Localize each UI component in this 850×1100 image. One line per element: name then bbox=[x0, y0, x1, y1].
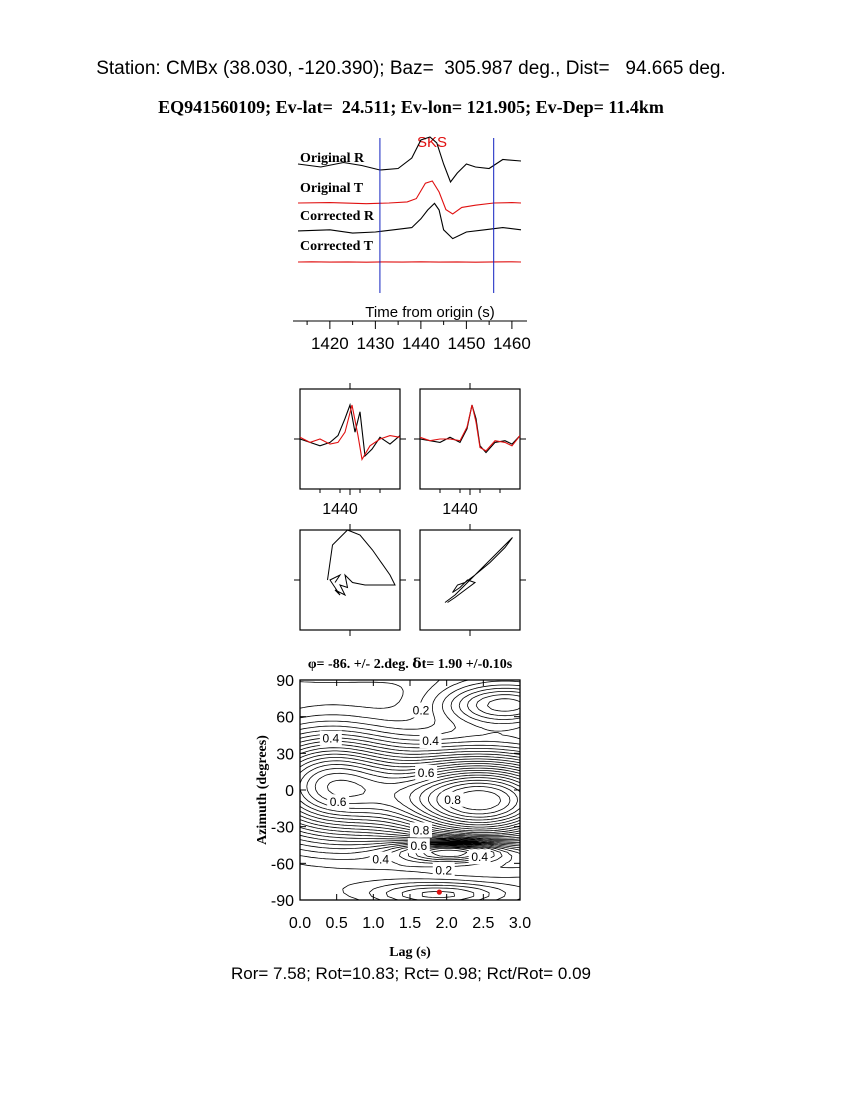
contour-value-label: 0.8 bbox=[412, 823, 430, 838]
trace-label-original-t: Original T bbox=[300, 181, 364, 196]
particle-motion-corrected bbox=[414, 524, 526, 636]
lag-tick-label: 2.0 bbox=[435, 915, 458, 932]
splitting-result-title bbox=[308, 656, 513, 672]
event-info: EQ941560109; Ev-lat= 24.511; Ev-lon= 121.905; Ev-Dep= 11.4km bbox=[158, 97, 664, 117]
waveform-tick-label: 1440 bbox=[442, 501, 478, 518]
contour-value-label: 0.8 bbox=[444, 792, 461, 807]
azimuth-tick-label: 0 bbox=[285, 783, 294, 800]
particle-motion-path bbox=[445, 538, 513, 603]
contour-value-label: 0.4 bbox=[372, 852, 390, 867]
lag-tick-label: 3.0 bbox=[508, 915, 532, 932]
waveform-tick-label: 1440 bbox=[322, 501, 358, 518]
time-tick-label: 1450 bbox=[447, 334, 486, 353]
particle-motion-path bbox=[328, 530, 396, 595]
lag-tick-label: 1.5 bbox=[398, 915, 422, 932]
time-axis-label: Time from origin (s) bbox=[365, 304, 495, 321]
azimuth-tick-label: -30 bbox=[270, 819, 294, 837]
energy-contour-plot bbox=[255, 656, 531, 960]
waveform-line-1 bbox=[300, 405, 400, 459]
azimuth-tick-label: 60 bbox=[276, 709, 294, 727]
lag-axis-label: Lag (s) bbox=[389, 945, 431, 960]
trace-label-original-r: Original R bbox=[300, 151, 365, 166]
seismogram-traces-plot bbox=[293, 134, 531, 353]
contour-value-label: 0.6 bbox=[417, 765, 435, 780]
lag-tick-label: 0.5 bbox=[325, 915, 348, 932]
station-info: Station: CMBx (38.030, -120.390); Baz= 305.987 deg., Dist= 94.665 deg. bbox=[96, 58, 726, 79]
contour-value-label: 0.6 bbox=[410, 839, 428, 854]
waveform-panel-corrected bbox=[414, 383, 526, 518]
contour-value-label: 0.2 bbox=[412, 703, 430, 718]
contour-value-label: 0.2 bbox=[435, 863, 453, 878]
azimuth-tick-label: -90 bbox=[270, 893, 294, 910]
azimuth-axis-label: Azimuth (degrees) bbox=[255, 735, 270, 845]
trace-label-corrected-t: Corrected T bbox=[300, 239, 373, 254]
title-delta-symbol: δ bbox=[412, 656, 422, 672]
trace-label-corrected-r: Corrected R bbox=[300, 209, 374, 224]
time-tick-label: 1460 bbox=[492, 334, 531, 353]
lag-tick-label: 2.5 bbox=[472, 915, 495, 932]
contour-value-label: 0.4 bbox=[322, 731, 340, 746]
lag-tick-label: 0.0 bbox=[288, 915, 312, 932]
contour-value-label: 0.4 bbox=[422, 734, 439, 749]
waveform-line-1 bbox=[420, 405, 520, 451]
waveform-panel-original bbox=[294, 383, 406, 518]
waveform-panel-frame bbox=[420, 389, 520, 489]
particle-motion-original bbox=[294, 524, 406, 636]
lag-tick-label: 1.0 bbox=[362, 915, 385, 932]
azimuth-tick-label: -60 bbox=[270, 856, 294, 874]
azimuth-tick-label: 30 bbox=[276, 746, 294, 764]
title-phi-part: φ= -86. +/- 2.deg. bbox=[307, 657, 413, 672]
sks-phase-label: SKS bbox=[416, 134, 448, 151]
time-tick-label: 1420 bbox=[310, 334, 349, 353]
best-fit-marker bbox=[437, 890, 442, 895]
ratio-summary: Ror= 7.58; Rot=10.83; Rct= 0.98; Rct/Rot= 0.09 bbox=[230, 964, 592, 983]
contour-value-label: 0.4 bbox=[471, 850, 489, 865]
azimuth-tick-label: 90 bbox=[276, 673, 294, 690]
time-tick-label: 1430 bbox=[356, 334, 395, 353]
contour-value-label: 0.6 bbox=[329, 795, 347, 810]
title-dt-part: t= 1.90 +/-0.10s bbox=[421, 657, 513, 672]
time-tick-label: 1440 bbox=[401, 334, 440, 353]
